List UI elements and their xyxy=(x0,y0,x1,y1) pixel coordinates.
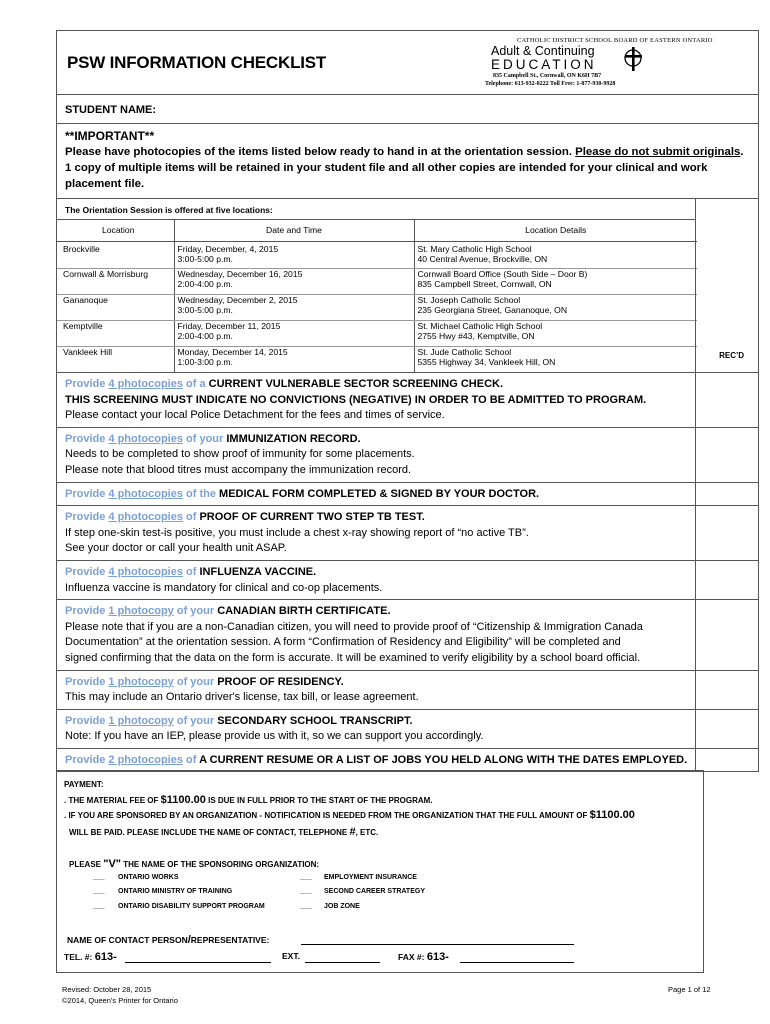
item-line: Documentation” at the orientation session. A form “Confirmation of Residency and Eligibility” will be completed and xyxy=(65,636,621,649)
ext-input-line[interactable] xyxy=(305,951,380,963)
item-count: 4 photocopies xyxy=(108,511,183,524)
detail-line2: 5355 Highway 34, Vankleek Hill, ON xyxy=(417,357,556,368)
item-line: signed confirming that the data on the form is accurate. It will be examined to verify eligibility by a school board official. xyxy=(65,651,641,664)
sponsor-blank[interactable]: ___ xyxy=(93,903,105,910)
important-heading: **IMPORTANT** xyxy=(65,129,155,143)
sponsor-blank[interactable]: ___ xyxy=(300,874,312,881)
col-date: Date and Time xyxy=(174,220,414,241)
fax-prefix: 613- xyxy=(426,951,449,963)
item-pre: Provide xyxy=(65,511,109,524)
recd-checkbox[interactable] xyxy=(695,483,758,506)
item-line: Needs to be completed to show proof of immunity for some placements. xyxy=(65,448,415,461)
cell-date xyxy=(174,346,414,372)
date-text: Wednesday, December 2, 2015 xyxy=(177,294,298,305)
item-text xyxy=(65,714,695,745)
payment-org-line2 xyxy=(69,826,378,838)
recd-checkbox[interactable] xyxy=(695,506,758,560)
recd-checkbox[interactable] xyxy=(695,600,758,669)
cell-location: Brockville xyxy=(57,241,174,268)
time-text: 2:00-4:00 p.m. xyxy=(177,279,233,290)
item-line: THIS SCREENING MUST INDICATE NO CONVICTIONS (NEGATIVE) IN ORDER TO BE ADMITTED TO PROGRAM. xyxy=(65,393,647,406)
time-text: 1:00-3:00 p.m. xyxy=(177,357,233,368)
sponsor-blank[interactable]: ___ xyxy=(300,888,312,895)
sponsor-v: "V" xyxy=(103,858,122,870)
recd-checkbox[interactable] xyxy=(695,671,758,709)
cell-date xyxy=(174,268,414,294)
checklist-item-vulnerable-sector xyxy=(57,373,758,428)
item-text xyxy=(65,377,695,424)
item-title: INFLUENZA VACCINE. xyxy=(199,565,317,578)
table-row xyxy=(57,241,697,268)
date-text: Wednesday, December 16, 2015 xyxy=(177,268,303,279)
logo-board-name: CATHOLIC DISTRICT SCHOOL BOARD OF EASTERN ONTARIO xyxy=(517,37,713,44)
item-title: CURRENT VULNERABLE SECTOR SCREENING CHECK. xyxy=(208,378,504,390)
payment-label: PAYMENT: xyxy=(64,780,104,789)
detail-line1: St. Mary Catholic High School xyxy=(417,243,532,254)
footer-left xyxy=(62,984,178,1006)
date-text: Friday, December, 4, 2015 xyxy=(177,243,279,254)
item-title: CANADIAN BIRTH CERTIFICATE. xyxy=(217,605,391,618)
item-post: of xyxy=(182,565,200,578)
item-count: 1 photocopy xyxy=(108,714,174,727)
item-post: of your xyxy=(173,605,218,618)
item-line: Please contact your local Police Detachment for the fees and times of service. xyxy=(65,409,445,422)
date-text: Monday, December 14, 2015 xyxy=(177,346,288,357)
checklist-item-medical-form xyxy=(57,483,758,507)
payment-org-line xyxy=(64,809,635,821)
item-heading xyxy=(65,487,695,503)
item-count: 1 photocopy xyxy=(108,605,174,618)
sponsor-blank[interactable]: ___ xyxy=(93,874,105,881)
cell-date xyxy=(174,294,414,320)
detail-line1: Cornwall Board Office (South Side – Door B) xyxy=(417,268,588,279)
cross-icon xyxy=(621,45,647,73)
col-location: Location xyxy=(57,220,174,241)
item-heading xyxy=(65,604,695,620)
item-text xyxy=(65,565,695,596)
cell-date xyxy=(174,241,414,268)
col-details: Location Details xyxy=(414,220,697,241)
org-hash: # xyxy=(349,826,356,838)
item-pre: Provide xyxy=(65,605,109,618)
payment-fee-line xyxy=(64,794,433,806)
item-pre: Provide xyxy=(65,714,109,727)
sessions-table xyxy=(57,220,697,372)
item-count: 1 photocopy xyxy=(108,675,174,688)
student-name-row[interactable] xyxy=(57,95,758,124)
fee-amount: $1100.00 xyxy=(160,794,206,806)
important-line1-end: . xyxy=(740,146,744,158)
item-title: IMMUNIZATION RECORD. xyxy=(226,432,361,445)
detail-line1: St. Joseph Catholic School xyxy=(417,294,521,305)
detail-line1: St. Jude Catholic School xyxy=(417,346,512,357)
payment-box xyxy=(56,770,704,973)
detail-line2: 835 Campbell Street, Cornwall, ON xyxy=(417,279,552,290)
item-post: of xyxy=(182,753,200,766)
contact-slash: / xyxy=(187,934,191,946)
important-notice xyxy=(57,124,758,199)
item-heading xyxy=(65,714,695,730)
cell-location: Kemptville xyxy=(57,320,174,346)
cell-location: Gananoque xyxy=(57,294,174,320)
recd-checkbox[interactable] xyxy=(695,428,758,482)
item-count: 2 photocopies xyxy=(108,753,183,766)
cell-details xyxy=(414,320,697,346)
recd-checkbox[interactable] xyxy=(695,749,758,772)
item-line: Note: If you have an IEP, please provide us with it, so we can support you accordingly. xyxy=(65,730,484,743)
item-pre: Provide xyxy=(65,753,109,766)
item-heading xyxy=(65,432,695,448)
item-title: A CURRENT RESUME OR A LIST OF JOBS YOU HELD ALONG WITH THE DATES EMPLOYED. xyxy=(199,753,688,766)
item-post: of your xyxy=(173,714,218,727)
item-count: 4 photocopies xyxy=(108,487,183,500)
checklist-item-birth-certificate xyxy=(57,600,758,670)
sponsor-option: ONTARIO MINISTRY OF TRAINING xyxy=(118,888,233,895)
item-post: of the xyxy=(182,487,220,500)
contact-input-line[interactable] xyxy=(301,933,574,945)
item-title: SECONDARY SCHOOL TRANSCRIPT. xyxy=(217,714,413,727)
checklist-items xyxy=(57,372,758,771)
fax-label: FAX #: xyxy=(398,952,425,962)
time-text: 3:00-5:00 p.m. xyxy=(177,305,233,316)
sponsor-option: EMPLOYMENT INSURANCE xyxy=(324,874,417,881)
item-heading xyxy=(65,377,695,393)
important-line2: 1 copy of multiple items will be retained in your student file and all other copies are intended for your clinical and work placement file. xyxy=(65,162,708,190)
recd-checkbox[interactable] xyxy=(695,561,758,599)
item-post: of your xyxy=(173,675,218,688)
cell-details xyxy=(414,294,697,320)
org-text3: , ETC. xyxy=(355,828,379,837)
org-text2: WILL BE PAID. PLEASE INCLUDE THE NAME OF CONTACT, TELEPHONE xyxy=(69,828,350,837)
sponsor-option: SECOND CAREER STRATEGY xyxy=(324,888,425,895)
detail-line1: St. Michael Catholic High School xyxy=(417,320,543,331)
sponsor-instruction xyxy=(69,858,319,870)
logo-telephone: Telephone: 613-932-0222 Toll Free: 1-877-930-9928 xyxy=(485,81,616,87)
time-text: 3:00-5:00 p.m. xyxy=(177,254,233,265)
checklist-item-transcript xyxy=(57,710,758,749)
copyright: ©2014, Queen’s Printer for Ontario xyxy=(62,996,178,1005)
checklist-item-resume xyxy=(57,749,758,772)
item-line: If step one-skin test-is positive, you must include a chest x-ray showing report of “no active TB”. xyxy=(65,526,529,539)
item-text xyxy=(65,487,695,503)
item-heading xyxy=(65,675,695,691)
cell-details xyxy=(414,241,697,268)
item-pre: Provide xyxy=(65,432,109,445)
item-text xyxy=(65,675,695,706)
sponsor-option: ONTARIO DISABILITY SUPPORT PROGRAM xyxy=(118,903,265,910)
logo-line1: Adult & Continuing xyxy=(491,44,595,58)
item-pre: Provide xyxy=(65,487,109,500)
sponsor-text2: THE NAME OF THE SPONSORING ORGANIZATION: xyxy=(121,860,320,869)
header xyxy=(57,31,758,95)
item-text xyxy=(65,753,695,769)
table-row xyxy=(57,346,697,372)
fee-text-end: IS DUE IN FULL PRIOR TO THE START OF THE PROGRAM. xyxy=(205,796,433,805)
time-text: 2:00-4:00 p.m. xyxy=(177,331,233,342)
contact-text2: REPRESENTATIVE: xyxy=(190,935,270,945)
checklist-item-immunization xyxy=(57,428,758,483)
item-title: PROOF OF RESIDENCY. xyxy=(217,675,344,688)
sponsor-blank[interactable]: ___ xyxy=(93,888,105,895)
sponsor-text: PLEASE xyxy=(69,860,104,869)
item-count: 4 photocopies xyxy=(108,378,183,390)
school-logo xyxy=(469,35,754,91)
item-pre: Provide xyxy=(65,378,109,390)
item-title: PROOF OF CURRENT TWO STEP TB TEST. xyxy=(199,511,425,524)
table-row xyxy=(57,268,697,294)
item-line: This may include an Ontario driver's license, tax bill, or lease agreement. xyxy=(65,691,419,704)
detail-line2: 235 Georgiana Street, Gananoque, ON xyxy=(417,305,568,316)
detail-line2: 2755 Hwy #43, Kemptville, ON xyxy=(417,331,535,342)
cell-details xyxy=(414,346,697,372)
tel-label: TEL. #: xyxy=(64,952,93,962)
cell-date xyxy=(174,320,414,346)
item-line: Please note that if you are a non-Canadian citizen, you will need to provide proof of “Citizenship & Immigration Canada xyxy=(65,620,643,633)
fee-text: . THE MATERIAL FEE OF xyxy=(64,796,161,805)
cell-location: Cornwall & Morrisburg xyxy=(57,268,174,294)
cell-location: Vankleek Hill xyxy=(57,346,174,372)
recd-label: REC’D xyxy=(719,351,744,360)
date-text: Friday, December 11, 2015 xyxy=(177,320,281,331)
org-amount: $1100.00 xyxy=(589,809,635,821)
sessions-section xyxy=(57,199,758,372)
sponsor-blank[interactable]: ___ xyxy=(300,903,312,910)
fax-input-line[interactable] xyxy=(460,951,574,963)
contact-label xyxy=(67,934,269,946)
tel-row xyxy=(64,951,117,963)
recd-checkbox[interactable] xyxy=(695,710,758,748)
tel-prefix: 613- xyxy=(94,951,117,963)
recd-checkbox[interactable] xyxy=(695,373,758,427)
org-text: . IF YOU ARE SPONSORED BY AN ORGANIZATION - NOTIFICATION IS NEEDED FROM THE ORGANIZATION THAT THE FULL AMOUNT OF xyxy=(64,811,590,820)
detail-line2: 40 Central Avenue, Brockville, ON xyxy=(417,254,548,265)
page-number: Page 1 of 12 xyxy=(668,985,711,994)
student-name-label: STUDENT NAME: xyxy=(65,104,157,116)
item-text xyxy=(65,432,695,479)
contact-text: NAME OF CONTACT PERSON xyxy=(67,935,188,945)
item-pre: Provide xyxy=(65,675,109,688)
important-originals: Please do not submit originals xyxy=(575,146,741,158)
page-title: PSW INFORMATION CHECKLIST xyxy=(67,53,327,72)
item-heading xyxy=(65,753,695,769)
item-text xyxy=(65,604,695,666)
sponsor-option: JOB ZONE xyxy=(324,903,360,910)
sessions-intro-row xyxy=(57,199,695,220)
item-line: Please note that blood titres must accompany the immunization record. xyxy=(65,463,412,476)
table-row xyxy=(57,294,697,320)
logo-line2: EDUCATION xyxy=(491,57,597,72)
sponsor-option: ONTARIO WORKS xyxy=(118,874,179,881)
revised-date: Revised: October 28, 2015 xyxy=(62,985,152,994)
item-count: 4 photocopies xyxy=(108,432,183,445)
item-title: MEDICAL FORM COMPLETED & SIGNED BY YOUR DOCTOR. xyxy=(219,487,540,500)
item-pre: Provide xyxy=(65,565,109,578)
checklist-frame xyxy=(56,30,759,772)
cell-details xyxy=(414,268,697,294)
checklist-item-tb-test xyxy=(57,506,758,561)
fax-row xyxy=(398,951,449,963)
item-line: See your doctor or call your health unit ASAP. xyxy=(65,542,287,555)
important-line1 xyxy=(65,144,750,160)
recd-column xyxy=(695,199,758,372)
item-text xyxy=(65,510,695,557)
logo-address: 835 Campbell St., Cornwall, ON K6H 7B7 xyxy=(493,73,602,79)
ext-label: EXT. xyxy=(282,951,300,961)
checklist-item-influenza xyxy=(57,561,758,600)
important-line1-text: Please have photocopies of the items listed below ready to hand in at the orientation session. xyxy=(65,146,576,158)
item-line: Influenza vaccine is mandatory for clinical and co-op placements. xyxy=(65,581,383,594)
tel-input-line[interactable] xyxy=(125,951,271,963)
item-post: of xyxy=(182,511,200,524)
item-heading xyxy=(65,565,695,581)
item-count: 4 photocopies xyxy=(108,565,183,578)
sessions-intro: The Orientation Session is offered at five locations: xyxy=(65,205,273,215)
checklist-item-residency xyxy=(57,671,758,710)
table-row xyxy=(57,320,697,346)
item-post: of your xyxy=(182,432,227,445)
item-post: of a xyxy=(182,378,209,390)
item-heading xyxy=(65,510,695,526)
